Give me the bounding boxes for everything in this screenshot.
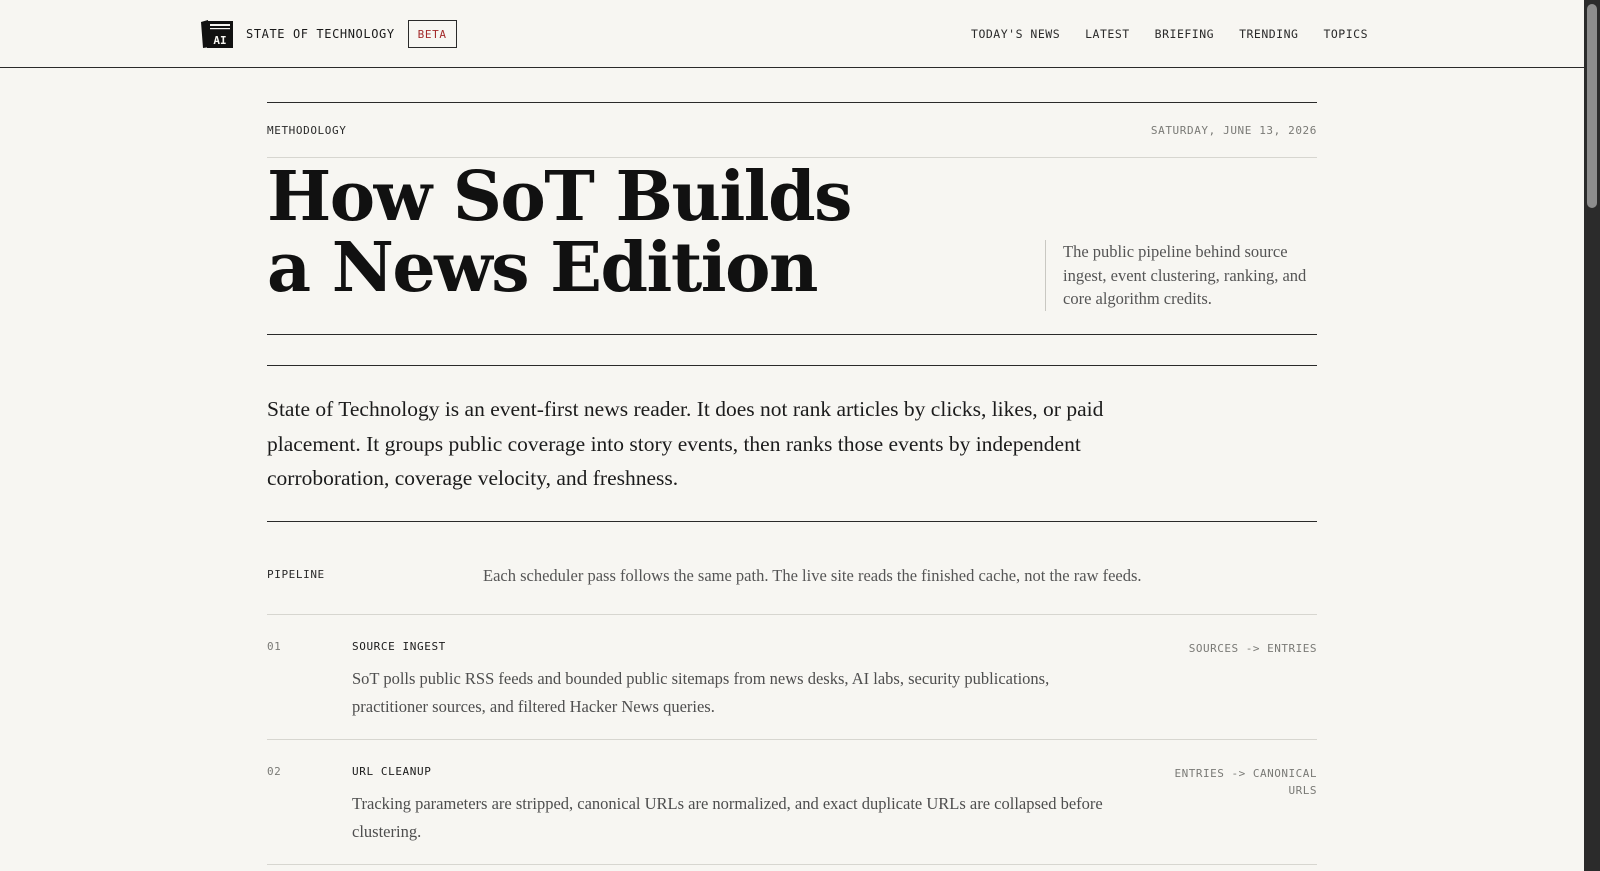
step-number: 01 [267,640,282,653]
nav-briefing[interactable]: BRIEFING [1154,27,1215,41]
nav-latest[interactable]: LATEST [1085,27,1130,41]
article-hero [267,158,1317,334]
top-navigation-bar [0,0,1584,68]
article-lede: State of Technology is an event-first news reader. It does not rank articles by clicks, likes, or paid placement. It groups public coverage into story events, then ranks those events by independent corroboration, coverage velocity, and freshness. [267,397,1104,490]
article-summary: The public pipeline behind source ingest, event clustering, ranking, and core algorithm credits. [1045,240,1317,311]
scrollbar-thumb[interactable] [1587,4,1597,208]
article [267,102,1317,865]
step-description: SoT polls public RSS feeds and bounded public sitemaps from news desks, AI labs, security publications, practitioner sources, and filtered Hacker News queries. [352,669,1050,716]
pipeline-intro [267,522,1317,614]
step-flow: ENTRIES -> CANONICAL URLS [1174,767,1317,797]
step-title: SOURCE INGEST [352,640,446,653]
pipeline-description: Each scheduler pass follows the same path. The live site reads the finished cache, not the raw feeds. [483,566,1142,585]
brand-name: STATE OF TECHNOLOGY [246,27,395,41]
title-line-2: a News Edition [267,228,817,308]
step-number: 02 [267,765,282,778]
pipeline-step [267,740,1317,864]
step-title: URL CLEANUP [352,765,432,778]
step-flow: SOURCES -> ENTRIES [1188,642,1317,655]
title-line-1: How SoT Builds [267,157,851,237]
pipeline-step [267,615,1317,739]
nav-todays-news[interactable]: TODAY'S NEWS [971,27,1061,41]
divider [267,864,1317,865]
section-label: METHODOLOGY [267,123,347,137]
newspaper-logo-icon [200,19,234,49]
page-title [267,157,887,308]
logo-text: AI [213,34,227,47]
step-description: Tracking parameters are stripped, canonical URLs are normalized, and exact duplicate URLs are collapsed before clustering. [352,794,1103,841]
article-meta [267,103,1317,157]
page-scrollbar[interactable] [1584,0,1600,871]
beta-badge: BETA [408,20,457,48]
article-date: SATURDAY, JUNE 13, 2026 [1150,123,1317,137]
brand[interactable] [200,19,457,49]
divider [267,334,1317,335]
nav-topics[interactable]: TOPICS [1323,27,1368,41]
main-nav [971,27,1368,41]
nav-trending[interactable]: TRENDING [1239,27,1299,41]
pipeline-label: PIPELINE [267,568,325,581]
